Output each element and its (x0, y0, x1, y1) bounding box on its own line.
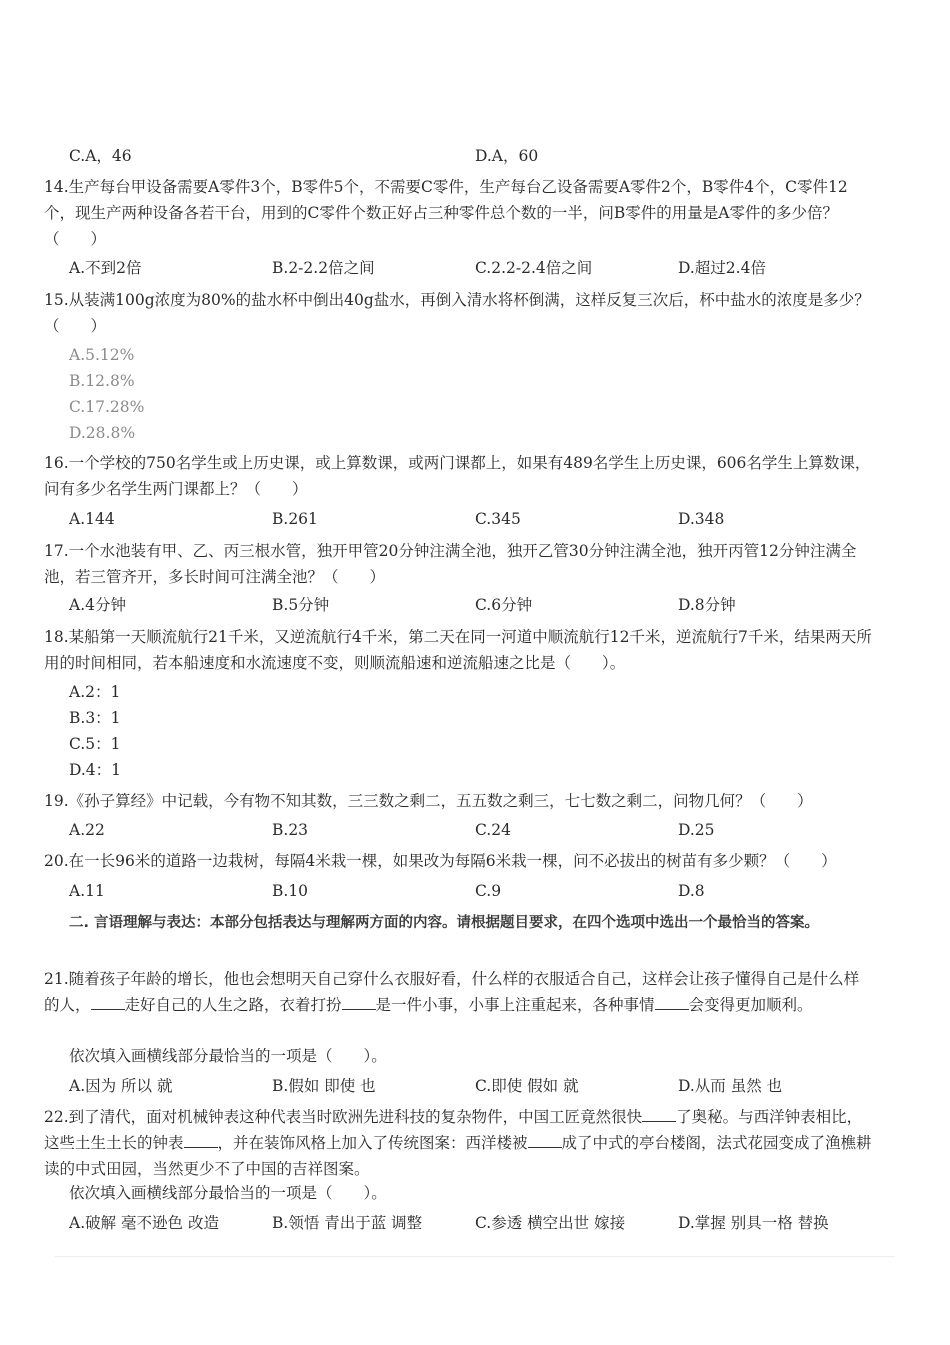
q21-option-c[interactable]: C.即使 假如 就 (475, 1077, 579, 1095)
q16-option-a[interactable]: A.144 (69, 510, 115, 528)
q14-stem: 14.生产每台甲设备需要A零件3个，B零件5个，不需要C零件，生产每台乙设备需要A零件2个，B零件4个，C零件12个，现生产两种设备各若干台，用到的C零件个数正好占三种零件总个数的一半，问B零件的用量是A零件的多少倍？（ ） (44, 178, 848, 248)
q21-blank-3 (655, 995, 689, 1010)
q20-option-d[interactable]: D.8 (678, 882, 705, 900)
q17-option-a[interactable]: A.4分钟 (69, 596, 126, 614)
q22-stem-part-c: ，并在装饰风格上加入了传统图案：西洋楼被 (217, 1134, 528, 1152)
q18-option-a[interactable]: A.2：1 (69, 683, 121, 701)
q16-option-d[interactable]: D.348 (678, 510, 725, 528)
q19-option-d[interactable]: D.25 (678, 821, 715, 839)
q22-option-d[interactable]: D.掌握 别具一格 替换 (678, 1214, 829, 1232)
q22-stem (44, 1104, 874, 1182)
q21-blank-1 (91, 995, 125, 1010)
q21-stem-part-d: 会变得更加顺利。 (688, 996, 813, 1014)
q20-option-b[interactable]: B.10 (272, 882, 309, 900)
q17-option-d[interactable]: D.8分钟 (678, 596, 736, 614)
q22-blank-3 (528, 1133, 562, 1148)
q19-stem: 19.《孙子算经》中记载，今有物不知其数，三三数之剩二，五五数之剩三，七七数之剩二，问物几何？（ ） (44, 792, 813, 810)
section-2-heading: 二. 言语理解与表达：本部分包括表达与理解两方面的内容。请根据题目要求，在四个选项中选出一个最恰当的答案。 (69, 915, 820, 931)
q15-stem: 15.从装满100g浓度为80%的盐水杯中倒出40g盐水，再倒入清水将杯倒满，这样反复三次后，杯中盐水的浓度是多少？（ ） (44, 291, 870, 335)
q20-option-c[interactable]: C.9 (475, 882, 502, 900)
q19-option-b[interactable]: B.23 (272, 821, 309, 839)
q19-option-a[interactable]: A.22 (69, 821, 105, 839)
q22-option-c[interactable]: C.参透 横空出世 嫁接 (475, 1214, 626, 1232)
q22-stem-part-d: 成了中式的亭台楼阁，法式花园变成了渔樵耕读的中式田园，当然更少不了中国的吉祥图案。 (44, 1134, 872, 1178)
q22-blank-2 (184, 1133, 218, 1148)
q20-option-a[interactable]: A.11 (69, 882, 105, 900)
q16-option-b[interactable]: B.261 (272, 510, 318, 528)
q19-option-c[interactable]: C.24 (475, 821, 511, 839)
q15-option-a[interactable]: A.5.12% (69, 346, 135, 364)
q21-stem-part-a: 21.随着孩子年龄的增长，他也会想明天自己穿什么衣服好看，什么样的衣服适合自己，这样会让孩子懂得自己是什么样的人， (44, 970, 860, 1014)
q18-stem: 18.某船第一天顺流航行21千米，又逆流航行4千米，第二天在同一河道中顺流航行12千米，逆流航行7千米，结果两天所用的时间相同，若本船速度和水流速度不变，则顺流船速和逆流船速之比是（ ）。 (44, 628, 872, 672)
q14-option-d[interactable]: D.超过2.4倍 (678, 259, 766, 277)
q17-option-b[interactable]: B.5分钟 (272, 596, 330, 614)
q14-option-a[interactable]: A.不到2倍 (69, 259, 142, 277)
q14-option-b[interactable]: B.2-2.2倍之间 (272, 259, 375, 277)
q21-option-d[interactable]: D.从而 虽然 也 (678, 1077, 783, 1095)
q17-option-c[interactable]: C.6分钟 (475, 596, 533, 614)
q21-stem (44, 966, 874, 1018)
q21-stem-part-b: 走好自己的人生之路，衣着打扮 (124, 996, 342, 1014)
q22-option-b[interactable]: B.领悟 青出于蓝 调整 (272, 1214, 423, 1232)
q13-option-d[interactable]: D.A，60 (475, 147, 539, 165)
q22-stem-part-b: 了奥秘。与西洋钟表相比，这些土生土长的钟表 (44, 1108, 863, 1152)
q21-blank-2 (342, 995, 376, 1010)
q21-prompt: 依次填入画横线部分最恰当的一项是（ ）。 (69, 1047, 387, 1065)
q22-option-a[interactable]: A.破解 毫不逊色 改造 (69, 1214, 219, 1232)
q18-option-c[interactable]: C.5：1 (69, 735, 121, 753)
q15-option-c[interactable]: C.17.28% (69, 398, 145, 416)
q17-stem: 17.一个水池装有甲、乙、丙三根水管，独开甲管20分钟注满全池，独开乙管30分钟注满全池，独开丙管12分钟注满全池，若三管齐开，多长时间可注满全池？（ ） (44, 542, 857, 586)
q21-option-a[interactable]: A.因为 所以 就 (69, 1077, 173, 1095)
footer-divider (55, 1256, 895, 1257)
q18-option-b[interactable]: B.3：1 (69, 709, 121, 727)
q13-option-c[interactable]: C.A，46 (69, 147, 132, 165)
q15-option-d[interactable]: D.28.8% (69, 424, 136, 442)
q20-stem: 20.在一长96米的道路一边栽树，每隔4米栽一棵，如果改为每隔6米栽一棵，问不必拔出的树苗有多少颗？（ ） (44, 852, 837, 870)
q15-option-b[interactable]: B.12.8% (69, 372, 135, 390)
q22-prompt: 依次填入画横线部分最恰当的一项是（ ）。 (69, 1184, 387, 1202)
q21-option-b[interactable]: B.假如 即使 也 (272, 1077, 376, 1095)
q16-option-c[interactable]: C.345 (475, 510, 521, 528)
q22-stem-part-a: 22.到了清代，面对机械钟表这种代表当时欧洲先进科技的复杂物件，中国工匠竟然很快 (44, 1108, 643, 1126)
q14-option-c[interactable]: C.2.2-2.4倍之间 (475, 259, 593, 277)
q18-option-d[interactable]: D.4：1 (69, 761, 122, 779)
q22-blank-1 (642, 1107, 676, 1122)
q16-stem: 16.一个学校的750名学生或上历史课，或上算数课，或两门课都上，如果有489名学生上历史课，606名学生上算数课，问有多少名学生两门课都上？（ ） (44, 454, 871, 498)
q21-stem-part-c: 是一件小事，小事上注重起来，各种事情 (375, 996, 655, 1014)
